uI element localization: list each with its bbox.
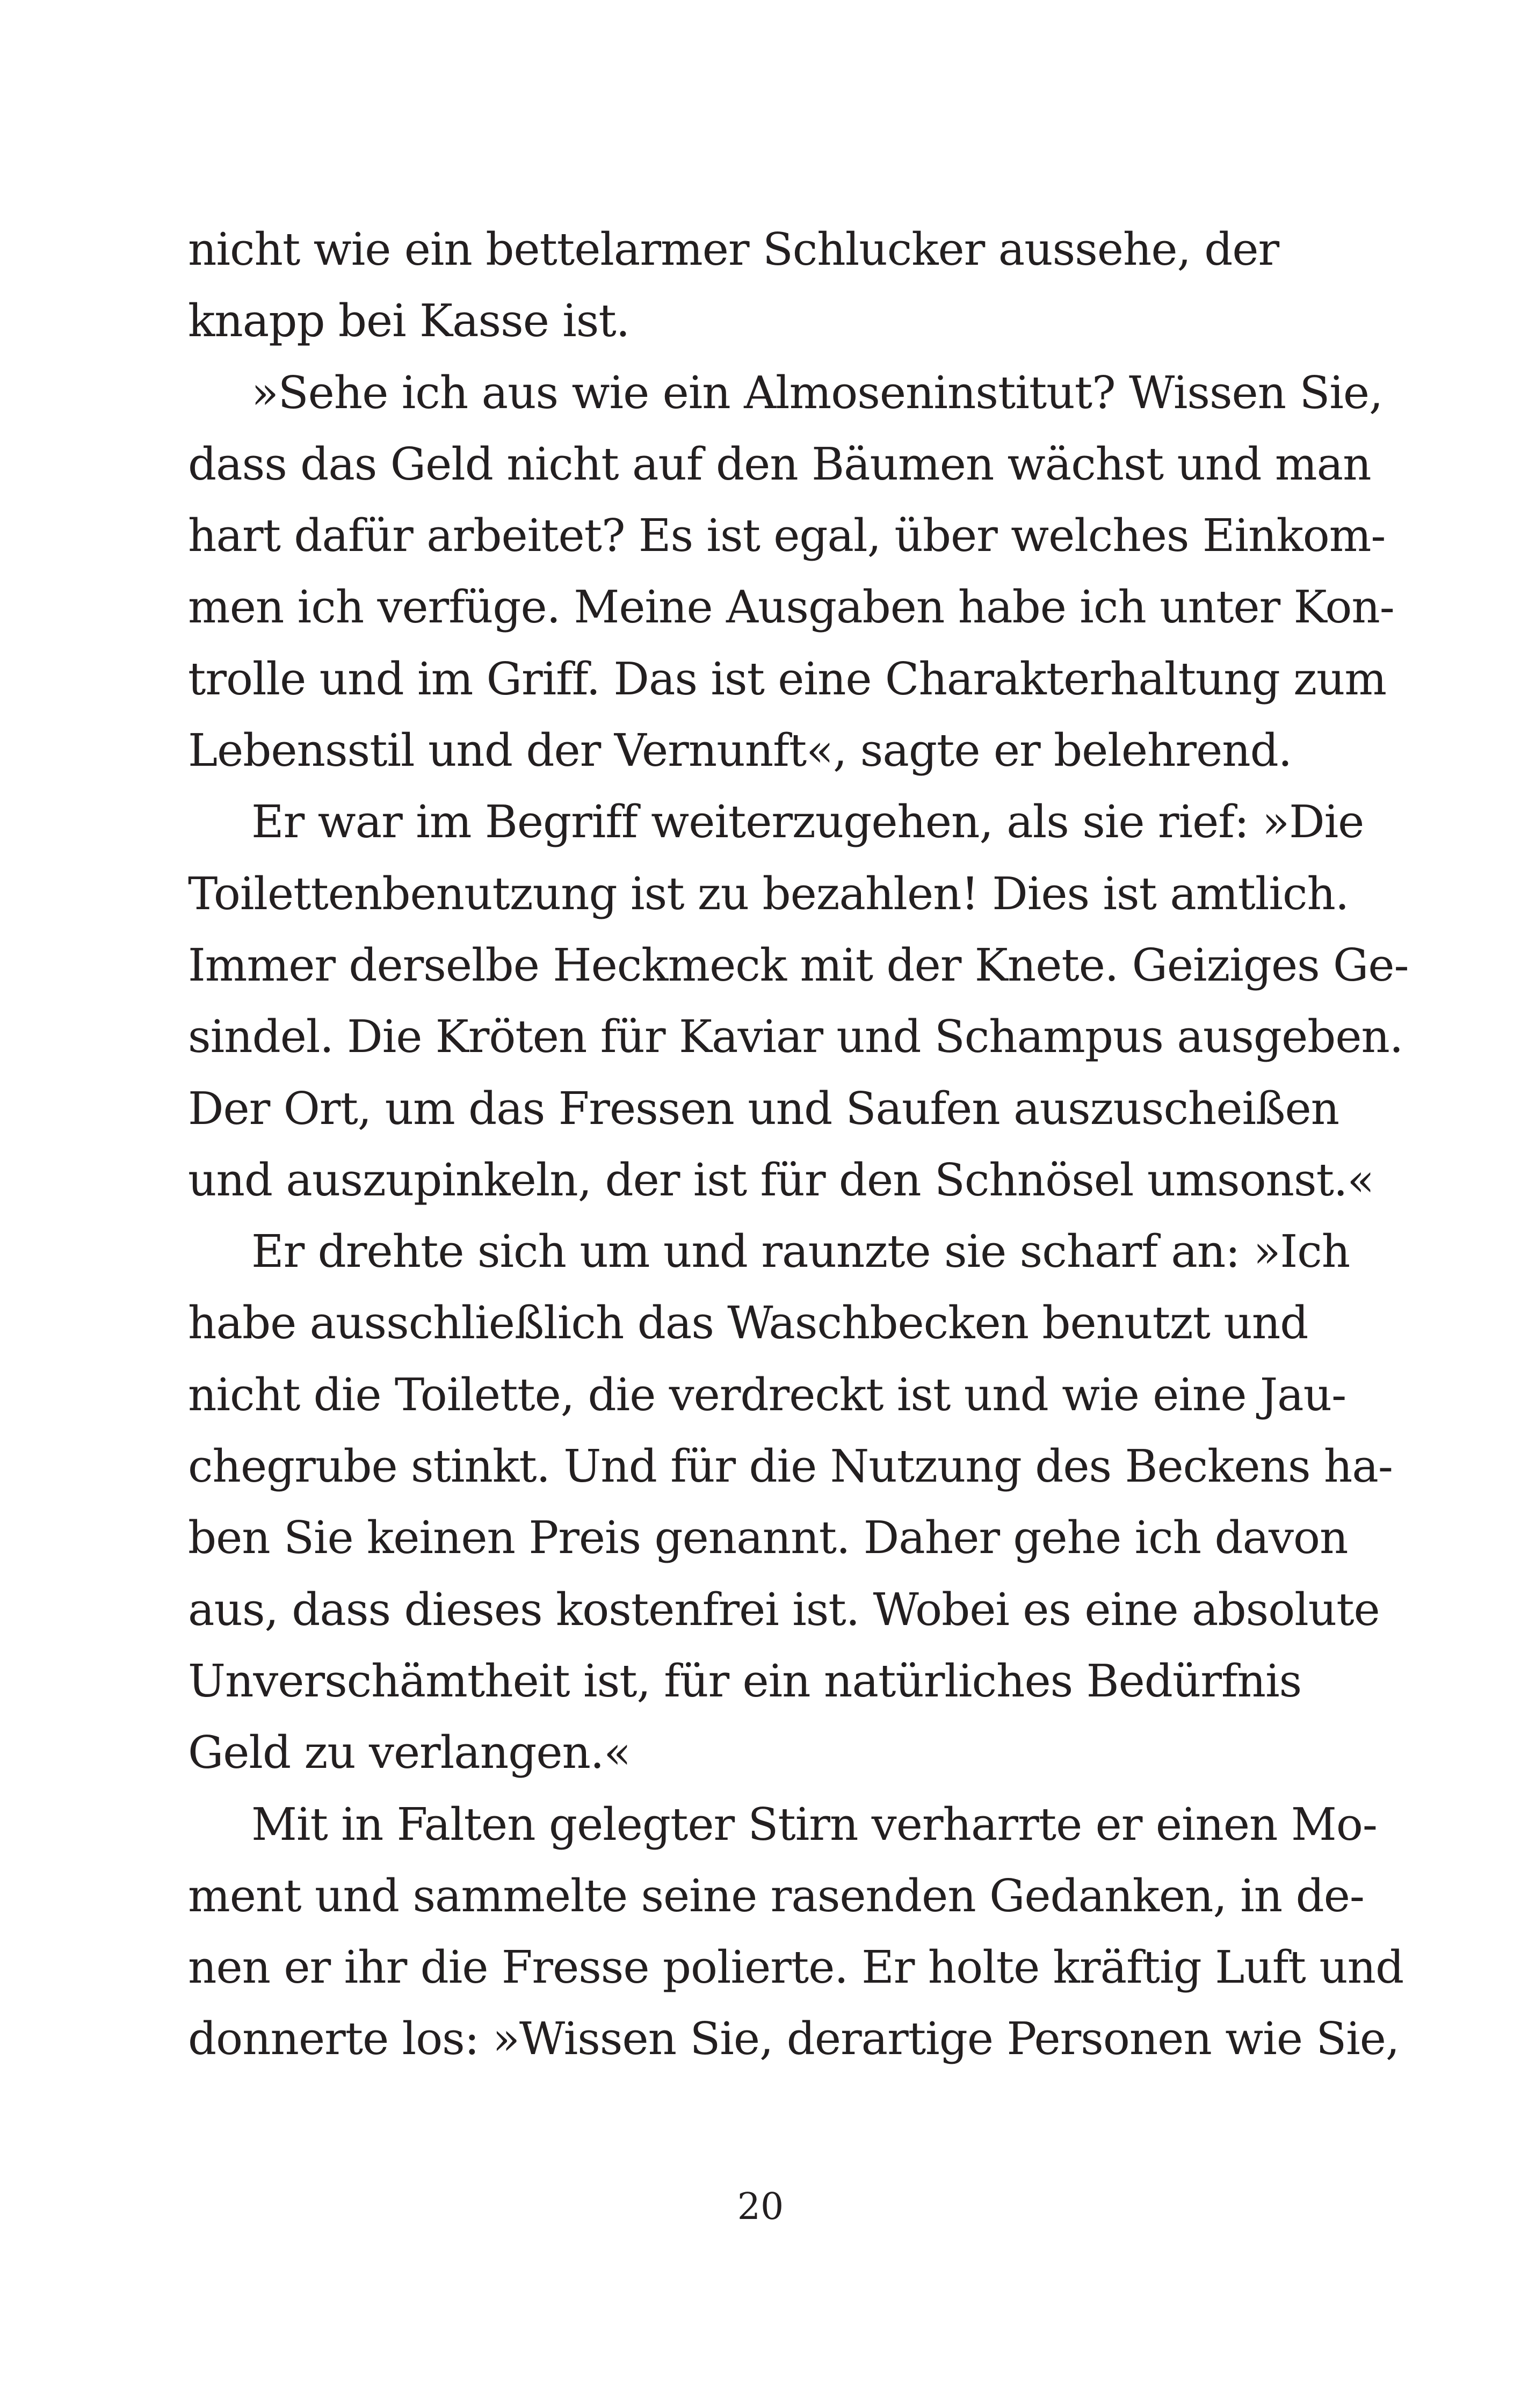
text-line: Lebensstil und der Vernunft«, sagte er belehrend.	[188, 724, 1292, 777]
text-line: Er drehte sich um und raunzte sie scharf an: »Ich	[251, 1225, 1350, 1278]
text-line: Toilettenbenutzung ist zu bezahlen! Dies ist amtlich.	[188, 867, 1349, 920]
text-line: Mit in Falten gelegter Stirn verharrte er einen Mo-	[251, 1798, 1377, 1851]
body-text	[188, 214, 1409, 2075]
text-line: donnerte los: »Wissen Sie, derartige Personen wie Sie,	[188, 2013, 1400, 2065]
text-line: knapp bei Kasse ist.	[188, 295, 630, 347]
text-line: Der Ort, um das Fressen und Saufen auszuscheißen	[188, 1082, 1339, 1135]
text-line: Immer derselbe Heckmeck mit der Knete. Geiziges Ge-	[188, 939, 1409, 991]
text-line: nicht die Toilette, die verdreckt ist und wie eine Jau-	[188, 1368, 1346, 1421]
text-line: aus, dass dieses kostenfrei ist. Wobei es eine absolute	[188, 1583, 1380, 1636]
text-line: men ich verfüge. Meine Ausgaben habe ich unter Kon-	[188, 581, 1394, 634]
text-line: Er war im Begriff weiterzugehen, als sie rief: »Die	[251, 796, 1364, 848]
page-number: 20	[737, 2186, 784, 2228]
text-line: sindel. Die Kröten für Kaviar und Schampus ausgeben.	[188, 1011, 1403, 1063]
text-line: dass das Geld nicht auf den Bäumen wächst und man	[188, 438, 1371, 490]
text-line: »Sehe ich aus wie ein Almoseninstitut? Wissen Sie,	[251, 366, 1383, 419]
text-line: nen er ihr die Fresse polierte. Er holte kräftig Luft und	[188, 1941, 1404, 1994]
text-line: Geld zu verlangen.«	[188, 1727, 631, 1779]
text-line: ben Sie keinen Preis genannt. Daher gehe ich davon	[188, 1512, 1348, 1564]
text-line: chegrube stinkt. Und für die Nutzung des Beckens ha-	[188, 1440, 1393, 1493]
text-line: nicht wie ein bettelarmer Schlucker aussehe, der	[188, 223, 1279, 275]
text-line: habe ausschließlich das Waschbecken benutzt und	[188, 1297, 1308, 1350]
text-line: trolle und im Griff. Das ist eine Charakterhaltung zum	[188, 652, 1387, 705]
text-line: ment und sammelte seine rasenden Gedanken, in de-	[188, 1869, 1364, 1922]
text-line: hart dafür arbeitet? Es ist egal, über welches Einkom-	[188, 510, 1386, 562]
text-line: Unverschämtheit ist, für ein natürliches Bedürfnis	[188, 1655, 1302, 1707]
text-line: und auszupinkeln, der ist für den Schnösel umsonst.«	[188, 1154, 1374, 1206]
